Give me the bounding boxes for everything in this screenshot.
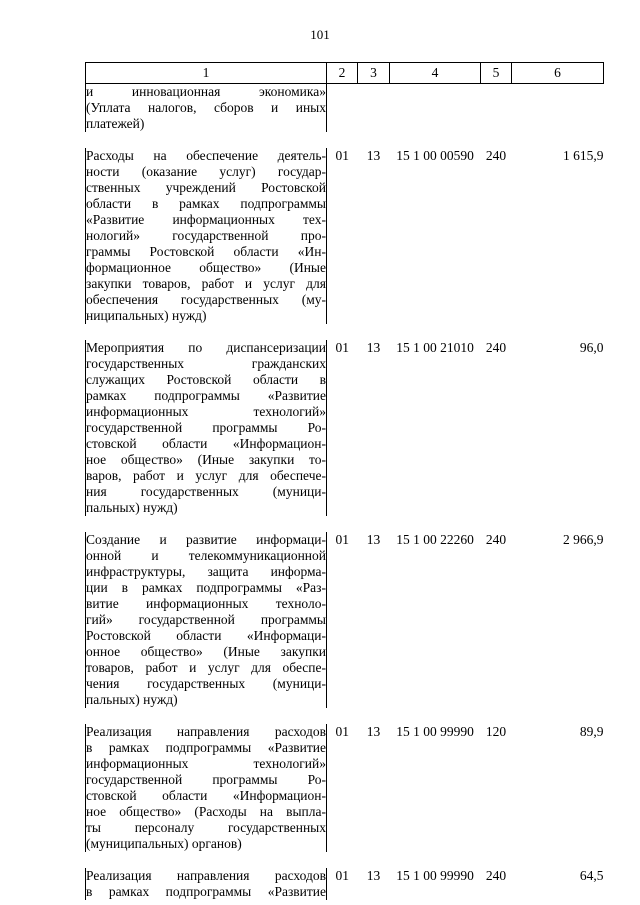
desc-line: ное общество» (Иные закупки то- bbox=[86, 452, 326, 467]
desc-line: информационных технологий» bbox=[86, 404, 326, 419]
table-row bbox=[86, 532, 604, 708]
desc-line: государственной программы Ро- bbox=[86, 772, 326, 787]
section-code: 01 bbox=[335, 148, 349, 163]
desc-line: закупки товаров, работ и услуг для bbox=[86, 276, 326, 291]
section-code: 01 bbox=[335, 868, 349, 883]
target-article-code: 15 1 00 21010 bbox=[396, 340, 474, 355]
desc-line: Ростовской области «Информаци- bbox=[86, 628, 326, 643]
table-body bbox=[86, 84, 604, 901]
desc-line: ния государственных (муници- bbox=[86, 484, 326, 499]
amount-value: 89,9 bbox=[579, 724, 604, 739]
row-gap bbox=[86, 708, 604, 724]
row-description bbox=[86, 532, 327, 708]
desc-line: варов, работ и услуг для обеспече- bbox=[86, 468, 326, 483]
desc-line: государственных гражданских bbox=[86, 356, 326, 371]
desc-line: ности (оказание услуг) государ- bbox=[86, 164, 326, 179]
desc-line: и инновационная экономика» bbox=[86, 84, 326, 99]
target-article-code: 15 1 00 00590 bbox=[396, 148, 474, 163]
budget-table bbox=[85, 62, 604, 900]
expense-type-code: 240 bbox=[485, 340, 507, 355]
amount-value: 96,0 bbox=[579, 340, 604, 355]
desc-line: пальных) нужд) bbox=[86, 692, 178, 707]
desc-line: Мероприятия по диспансеризации bbox=[86, 340, 326, 355]
row-description bbox=[86, 724, 327, 852]
desc-line: нологий» государственной про- bbox=[86, 228, 326, 243]
table-row bbox=[86, 724, 604, 852]
table-row-continuation bbox=[86, 84, 604, 133]
row-gap bbox=[86, 852, 604, 868]
desc-line: рамках подпрограммы «Развитие bbox=[86, 388, 326, 403]
desc-line: ниципальных) нужд) bbox=[86, 308, 207, 323]
desc-line: стовской области «Информацион- bbox=[86, 436, 326, 451]
subsection-code: 13 bbox=[366, 532, 381, 547]
desc-line: витие информационных техноло- bbox=[86, 596, 326, 611]
desc-line: обеспечения государственных (му- bbox=[86, 292, 326, 307]
header-row bbox=[86, 63, 604, 84]
section-code: 01 bbox=[335, 340, 349, 355]
desc-line: платежей) bbox=[86, 116, 145, 131]
desc-line: ственных учреждений Ростовской bbox=[86, 180, 326, 195]
desc-line: «Развитие информационных тех- bbox=[86, 212, 326, 227]
subsection-code: 13 bbox=[366, 340, 381, 355]
desc-line: области в рамках подпрограммы bbox=[86, 196, 326, 211]
desc-line: стовской области «Информацион- bbox=[86, 788, 326, 803]
target-article-code: 15 1 00 22260 bbox=[396, 532, 474, 547]
desc-line: в рамках подпрограммы «Развитие bbox=[86, 884, 326, 899]
section-code: 01 bbox=[335, 724, 349, 739]
desc-line: (муниципальных) органов) bbox=[86, 836, 242, 851]
header-col-3: 3 bbox=[358, 63, 390, 84]
subsection-code: 13 bbox=[366, 148, 381, 163]
desc-line: государственной программы Ро- bbox=[86, 420, 326, 435]
desc-line: инфраструктуры, защита информа- bbox=[86, 564, 326, 579]
expense-type-code: 240 bbox=[485, 868, 507, 883]
desc-line: Расходы на обеспечение деятель- bbox=[86, 148, 326, 163]
header-col-6: 6 bbox=[512, 63, 604, 84]
expense-type-code: 240 bbox=[485, 532, 507, 547]
amount-value: 64,5 bbox=[579, 868, 604, 883]
row-gap bbox=[86, 132, 604, 148]
amount-value: 1 615,9 bbox=[563, 148, 604, 163]
desc-line: товаров, работ и услуг для обеспе- bbox=[86, 660, 326, 675]
desc-line: служащих Ростовской области в bbox=[86, 372, 326, 387]
target-article-code: 15 1 00 99990 bbox=[396, 724, 474, 739]
row-description bbox=[86, 868, 327, 900]
desc-line: информационных технологий» bbox=[86, 756, 326, 771]
header-col-2: 2 bbox=[327, 63, 358, 84]
desc-line: Реализация направления расходов bbox=[86, 868, 326, 883]
desc-line: чения государственных (муници- bbox=[86, 676, 326, 691]
subsection-code: 13 bbox=[366, 868, 381, 883]
table-row bbox=[86, 340, 604, 516]
page-number: 101 bbox=[310, 27, 330, 42]
desc-line: граммы Ростовской области «Ин- bbox=[86, 244, 326, 259]
subsection-code: 13 bbox=[366, 724, 381, 739]
expense-type-code: 240 bbox=[485, 148, 507, 163]
row-description bbox=[86, 340, 327, 516]
continuation-description bbox=[86, 84, 327, 133]
desc-line: формационное общество» (Иные bbox=[86, 260, 326, 275]
target-article-code: 15 1 00 99990 bbox=[396, 868, 474, 883]
row-gap bbox=[86, 324, 604, 340]
desc-line: пальных) нужд) bbox=[86, 500, 178, 515]
row-description bbox=[86, 148, 327, 324]
header-col-4: 4 bbox=[390, 63, 481, 84]
desc-line: онное общество» (Иные закупки bbox=[86, 644, 326, 659]
desc-line: ты персоналу государственных bbox=[86, 820, 326, 835]
section-code: 01 bbox=[335, 532, 349, 547]
desc-line: в рамках подпрограммы «Развитие bbox=[86, 740, 326, 755]
row-gap bbox=[86, 516, 604, 532]
expense-type-code: 120 bbox=[485, 724, 507, 739]
desc-line: Реализация направления расходов bbox=[86, 724, 326, 739]
table-row bbox=[86, 868, 604, 900]
header-col-5: 5 bbox=[481, 63, 512, 84]
header-col-1: 1 bbox=[86, 63, 327, 84]
desc-line: (Уплата налогов, сборов и иных bbox=[86, 100, 326, 115]
desc-line: онной и телекоммуникационной bbox=[86, 548, 326, 563]
table-row bbox=[86, 148, 604, 324]
desc-line: ное общество» (Расходы на выпла- bbox=[86, 804, 326, 819]
amount-value: 2 966,9 bbox=[563, 532, 604, 547]
desc-line: ции в рамках подпрограммы «Раз- bbox=[86, 580, 326, 595]
desc-line: Создание и развитие информаци- bbox=[86, 532, 326, 547]
desc-line: гий» государственной программы bbox=[86, 612, 326, 627]
